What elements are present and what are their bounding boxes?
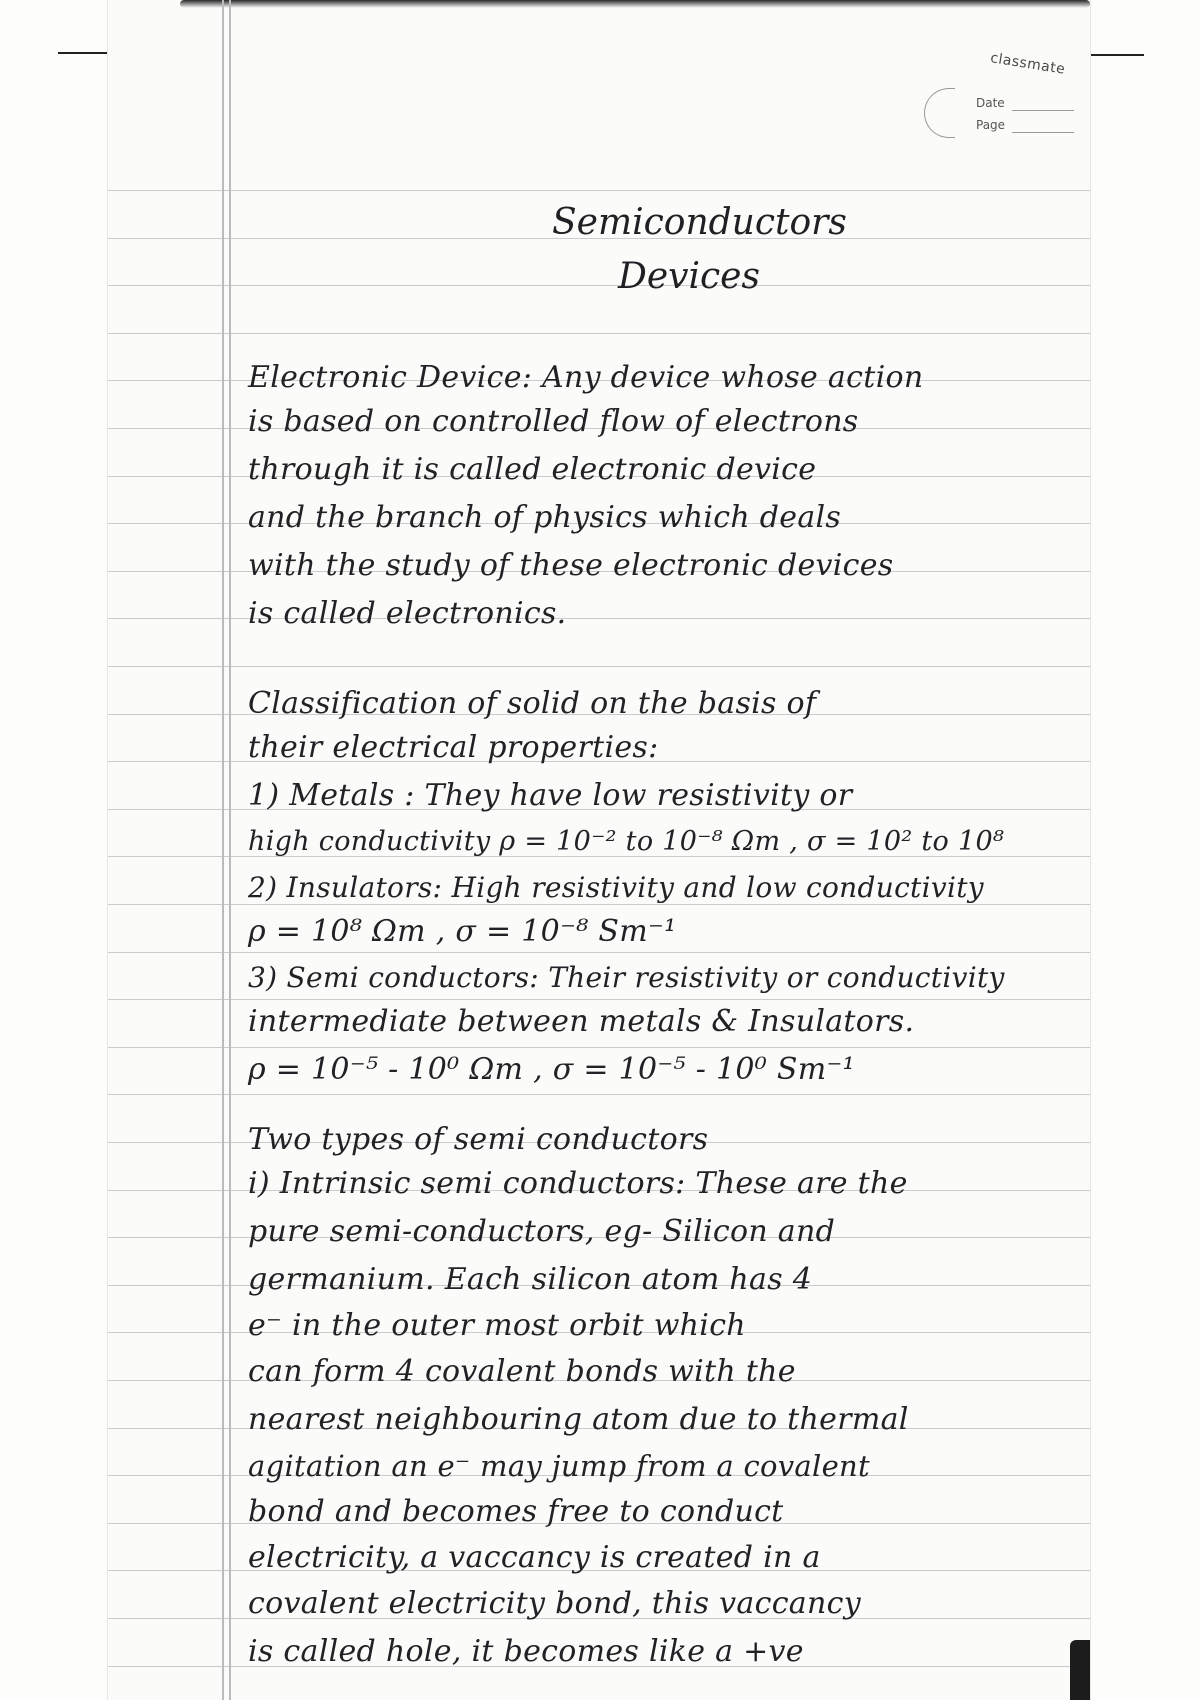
ruled-line [108,333,1090,334]
text-line: is called hole, it becomes like a +ve [248,1634,804,1669]
text-line: pure semi-conductors, eg- Silicon and [248,1214,836,1249]
text-line: is called electronics. [248,596,567,631]
page-label: Page [976,118,1006,132]
brand-logo: classmate [989,50,1067,78]
text-line: agitation an e⁻ may jump from a covalent [248,1449,870,1483]
ruled-line [108,952,1090,953]
text-line: through it is called electronic device [248,452,817,487]
margin-line-inner [229,0,231,1700]
page-binding-edge [1070,1640,1090,1700]
margin-line-outer [222,0,224,1700]
ruled-line [108,999,1090,1000]
text-line: 3) Semi conductors: Their resistivity or conductivity [248,961,1005,994]
text-line: electricity, a vaccancy is created in a [248,1540,821,1575]
text-line: 2) Insulators: High resistivity and low conductivity [248,871,984,904]
ruled-line [108,285,1090,286]
page-subtitle: Devices [618,256,760,297]
text-line: Electronic Device: Any device whose action [248,360,924,395]
date-label: Date [976,96,1005,110]
text-line: their electrical properties: [248,730,659,765]
text-line: intermediate between metals & Insulators. [248,1004,915,1039]
scan-edge-mark-right [1090,54,1144,56]
text-line: Two types of semi conductors [248,1122,709,1157]
text-line: Classification of solid on the basis of [248,686,817,721]
text-line: with the study of these electronic devices [248,548,894,583]
text-line: germanium. Each silicon atom has 4 [248,1262,813,1297]
text-line: and the branch of physics which deals [248,500,842,535]
text-line: 1) Metals : They have low resistivity or [248,778,853,813]
text-line: covalent electricity bond, this vaccancy [248,1586,861,1621]
text-line: is based on controlled flow of electrons [248,404,859,439]
text-line: i) Intrinsic semi conductors: These are the [248,1166,908,1201]
ruled-line [108,1094,1090,1095]
ruled-line [108,666,1090,667]
page-title: Semiconductors [552,202,847,243]
text-line: can form 4 covalent bonds with the [248,1354,796,1389]
text-line: bond and becomes free to conduct [248,1494,784,1529]
text-line: e⁻ in the outer most orbit which [248,1308,746,1343]
text-line: ρ = 10⁸ Ωm , σ = 10⁻⁸ Sm⁻¹ [248,914,677,949]
text-line: nearest neighbouring atom due to thermal [248,1402,909,1437]
ruled-line [108,1047,1090,1048]
text-line: ρ = 10⁻⁵ - 10⁰ Ωm , σ = 10⁻⁵ - 10⁰ Sm⁻¹ [248,1052,855,1087]
page-line [1012,132,1074,133]
scan-edge-mark-left [58,52,110,54]
date-line [1012,110,1074,111]
ruled-line [108,190,1090,191]
page-top-edge [180,0,1090,8]
text-line: high conductivity ρ = 10⁻² to 10⁻⁸ Ωm , σ = 10² to 10⁸ [248,826,1005,857]
